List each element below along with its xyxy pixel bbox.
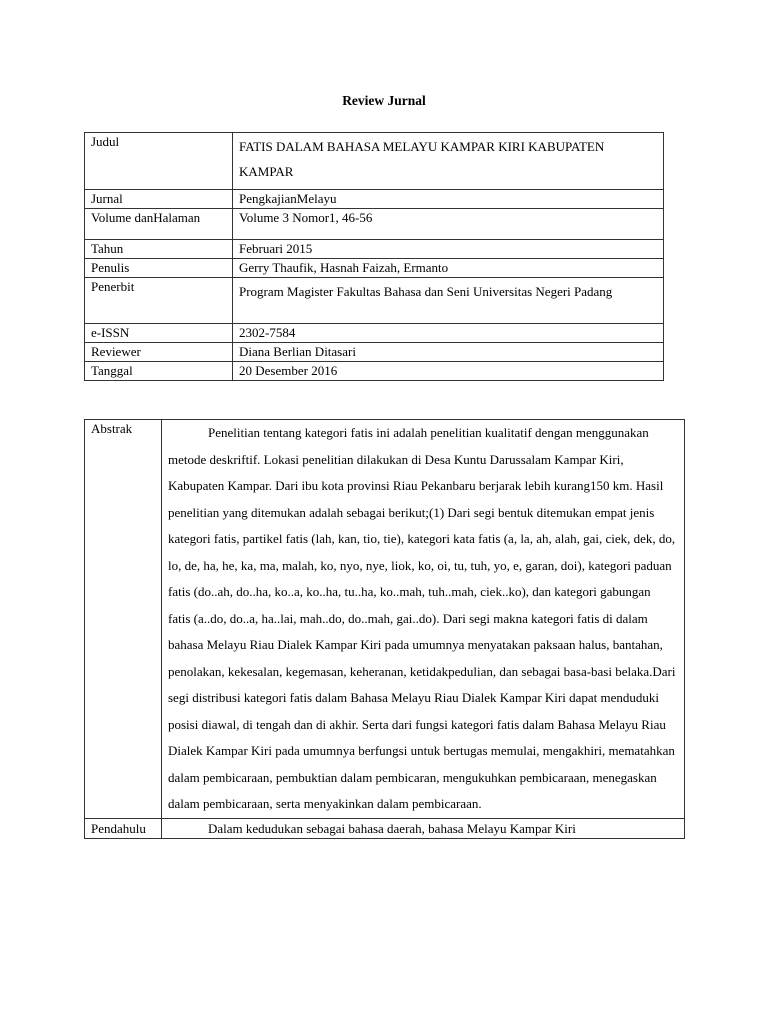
table-row: [85, 240, 664, 259]
table-row: [85, 209, 664, 240]
year-value: Februari 2015: [233, 240, 664, 259]
introduction-text: Dalam kedudukan sebagai bahasa daerah, bahasa Melayu Kampar Kiri: [162, 818, 685, 838]
table-row: [85, 190, 664, 209]
publisher-value: Program Magister Fakultas Bahasa dan Seni Universitas Negeri Padang: [233, 278, 664, 324]
table-row: [85, 343, 664, 362]
table-row: [85, 324, 664, 343]
table-row: [85, 259, 664, 278]
journal-title-value: FATIS DALAM BAHASA MELAYU KAMPAR KIRI KABUPATEN KAMPAR: [233, 133, 664, 190]
table-row: [85, 133, 664, 190]
table-row: [85, 362, 664, 381]
reviewer-value: Diana Berlian Ditasari: [233, 343, 664, 362]
row-label: Abstrak: [85, 420, 162, 819]
review-content-table: [84, 419, 685, 839]
row-label: Tanggal: [85, 362, 233, 381]
abstract-text: Penelitian tentang kategori fatis ini adalah penelitian kualitatif dengan menggunakan metode deskriftif. Lokasi penelitian dilakukan di Desa Kuntu Darussalam Kampar Kiri, Kabupaten Kampar. Dari ibu kota provinsi Riau Pekanbaru berjarak lebih kurang150 km. Hasil penelitian yang ditemukan adalah sebagai berikut;(1) Dari segi bentuk ditemukan empat jenis kategori fatis, partikel fatis (lah, kan, tio, tie), kategori kata fatis (a, la, ah, alah, gai, ciek, dek, do, lo, de, ha, he, ka, ma, malah, ko, nyo, nye, liok, ko, oi, tu, tuh, yo, e, garan, doi), kategori paduan fatis (do..ah, do..ha, ko..a, ko..ha, tu..ha, ko..mah, tuh..mah, ciek..ko), dan kategori gabungan fatis (a..do, do..a, ha..lai, mah..do, do..mah, gai..do). Dari segi makna kategori fatis di dalam bahasa Melayu Riau Dialek Kampar Kiri pada umumnya menyatakan paksaan halus, bantahan, penolakan, kekesalan, kegemasan, keheranan, ketidakpedulian, dan sebagai basa-basi belaka.Dari segi distribusi kategori fatis dalam Bahasa Melayu Riau Dialek Kampar Kiri dapat menduduki posisi diawal, di tengah dan di akhir. Serta dari fungsi kategori fatis dalam Bahasa Melayu Riau Dialek Kampar Kiri pada umumnya berfungsi untuk bertugas memulai, mengakhiri, mematahkan dalam pembicaraan, pembuktian dalam pembicaran, mengukuhkan pembicaraan, menegaskan dalam pembicaraan, serta menyakinkan dalam pembicaraan.: [162, 420, 685, 819]
row-label: Volume danHalaman: [85, 209, 233, 240]
table-row: [85, 420, 685, 819]
journal-name-value: PengkajianMelayu: [233, 190, 664, 209]
row-label: Tahun: [85, 240, 233, 259]
volume-value: Volume 3 Nomor1, 46-56: [233, 209, 664, 240]
journal-info-table: [84, 132, 664, 381]
eissn-value: 2302-7584: [233, 324, 664, 343]
row-label: Penerbit: [85, 278, 233, 324]
row-label: Jurnal: [85, 190, 233, 209]
row-label: Penulis: [85, 259, 233, 278]
authors-value: Gerry Thaufik, Hasnah Faizah, Ermanto: [233, 259, 664, 278]
row-label: Judul: [85, 133, 233, 190]
date-value: 20 Desember 2016: [233, 362, 664, 381]
page-title: Review Jurnal: [342, 93, 426, 108]
table-row: [85, 278, 664, 324]
row-label: Pendahulu: [85, 818, 162, 838]
row-label: e-ISSN: [85, 324, 233, 343]
table-row: [85, 818, 685, 838]
row-label: Reviewer: [85, 343, 233, 362]
